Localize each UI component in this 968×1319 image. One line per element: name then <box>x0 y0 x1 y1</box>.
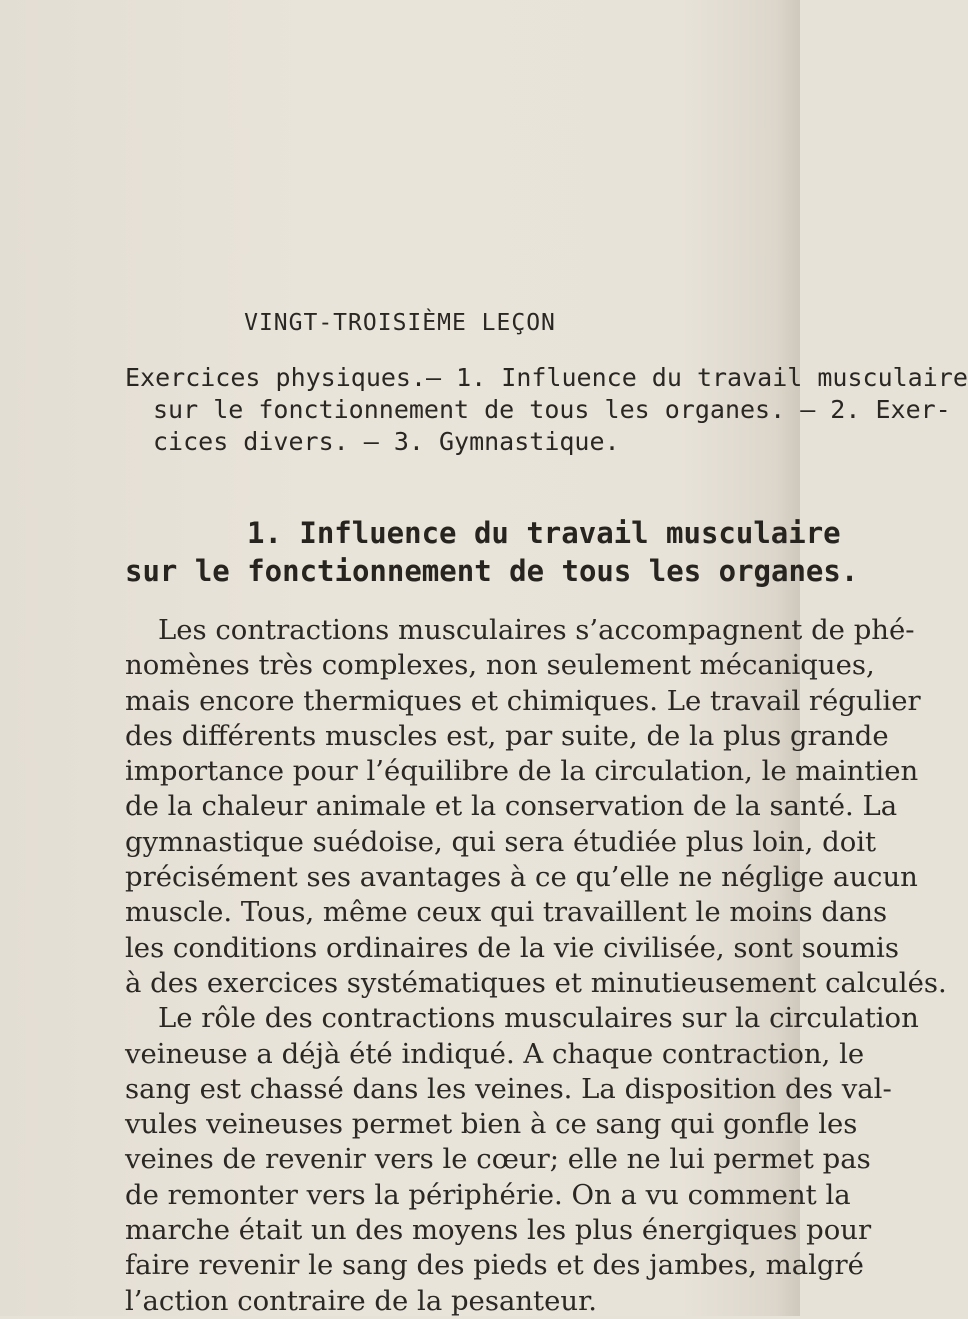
paragraph-1-line: muscle. Tous, même ceux qui travaillent le moins dans <box>125 896 888 929</box>
section-heading <box>125 514 859 590</box>
paragraph-2-line: vules veineuses permet bien à ce sang qui gonfle les <box>125 1108 858 1141</box>
paragraph-2-line: Le rôle des contractions musculaires sur la circulation <box>158 1002 919 1035</box>
paragraph-1-line: importance pour l’équilibre de la circulation, le maintien <box>125 755 919 788</box>
summary-line: sur le fonctionnement de tous les organes. — 2. Exer- <box>153 395 951 424</box>
section-heading-line: sur le fonctionnement de tous les organes. <box>125 554 859 588</box>
section-heading-line: 1. Influence du travail musculaire <box>247 516 841 550</box>
paragraph-1-line: des différents muscles est, par suite, de la plus grande <box>125 719 889 752</box>
paragraph-1-line: Les contractions musculaires s’accompagnent de phé- <box>158 614 915 646</box>
paragraph-1-line: les conditions ordinaires de la vie civilisée, sont soumis <box>125 931 899 964</box>
paragraph-1-line: à des exercices systématiques et minutieusement calculés. <box>125 966 947 999</box>
paragraph-2-line: l’action contraire de la pesanteur. <box>125 1284 597 1317</box>
paragraph-1-line: de la chaleur animale et la conservation de la santé. La <box>125 790 898 823</box>
paragraph-2-line: sang est chassé dans les veines. La disposition des val- <box>125 1072 892 1105</box>
paragraph-2-line: de remonter vers la périphérie. On a vu comment la <box>125 1178 851 1211</box>
paragraph-1-line: mais encore thermiques et chimiques. Le travail régulier <box>125 684 921 717</box>
lesson-title: VINGT-TROISIÈME LEÇON <box>244 310 556 336</box>
paragraph-2-line: marche était un des moyens les plus énergiques pour <box>125 1214 872 1247</box>
paragraph-2-line: faire revenir le sang des pieds et des jambes, malgré <box>125 1249 864 1282</box>
paragraph-2-line: veines de revenir vers le cœur; elle ne lui permet pas <box>125 1143 871 1176</box>
paragraph-1-line: nomènes très complexes, non seulement mécaniques, <box>125 649 875 682</box>
paragraph-1-line: gymnastique suédoise, qui sera étudiée plus loin, doit <box>125 825 877 858</box>
body-text <box>125 613 947 1319</box>
lesson-summary <box>125 362 968 458</box>
paragraph-1-line: précisément ses avantages à ce qu’elle ne néglige aucun <box>125 861 918 894</box>
paragraph-2-line: veineuse a déjà été indiqué. A chaque contraction, le <box>125 1037 865 1070</box>
summary-line: cices divers. — 3. Gymnastique. <box>153 427 620 456</box>
summary-line: Exercices physiques.— 1. Influence du travail musculaire <box>125 363 968 392</box>
